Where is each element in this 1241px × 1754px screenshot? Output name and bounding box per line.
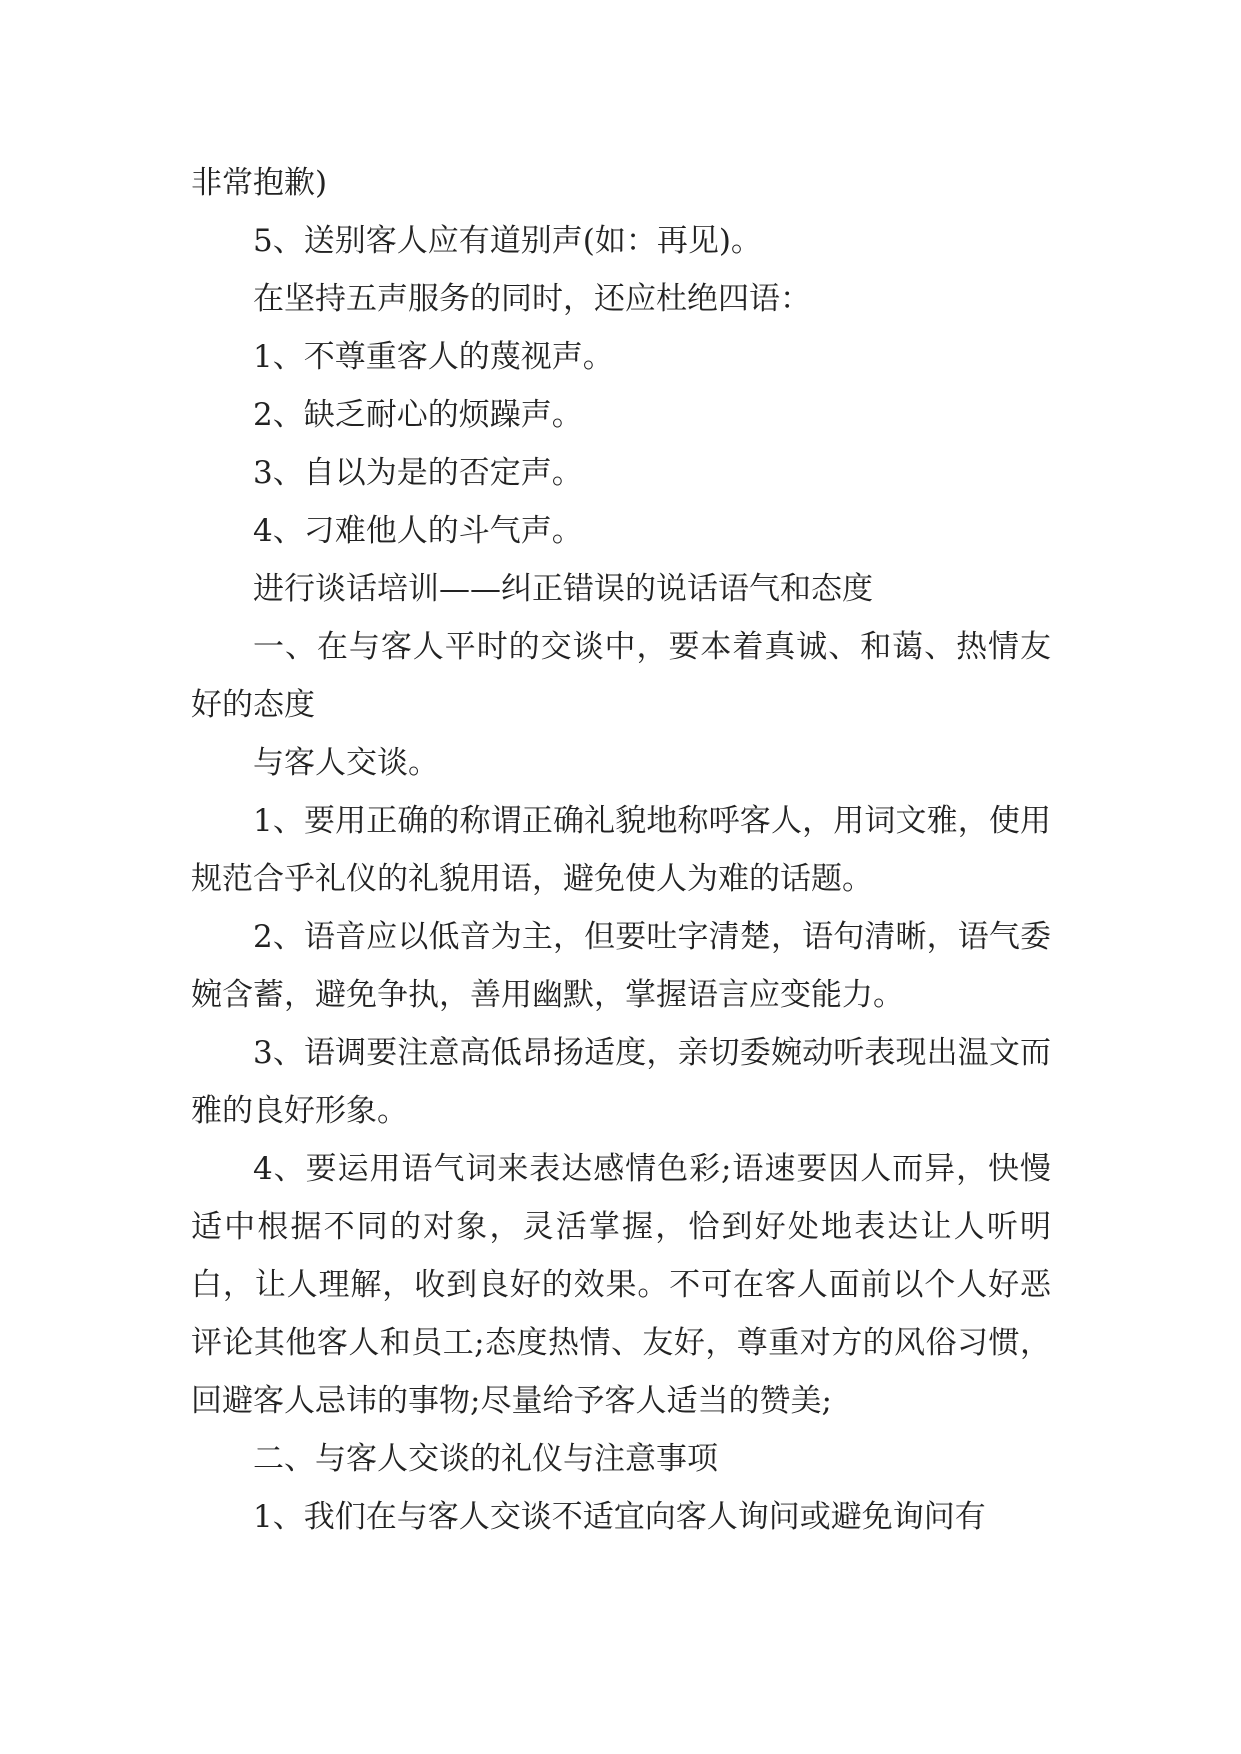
paragraph-point-3-intonation: 3、语调要注意高低昂扬适度，亲切委婉动听表现出温文而雅的良好形象。	[191, 1035, 1051, 1129]
paragraph-talk-with-guests: 与客人交谈。	[253, 745, 439, 781]
section-heading-one: 一、在与客人平时的交谈中，要本着真诚、和蔼、热情友好的态度	[191, 629, 1051, 723]
paragraph-impatience: 2、缺乏耐心的烦躁声。	[253, 397, 583, 433]
paragraph-point-4-modal-words: 4、要运用语气词来表达感情色彩;语速要因人而异，快慢适中根据不同的对象，灵活掌握，恰到好处地表达让人听明白，让人理解，收到良好的效果。不可在客人面前以个人好恶评论其他客人和员工;态度热情、友好，尊重对方的风俗习惯，回避客人忌讳的事物;尽量给予客人适当的赞美;	[191, 1151, 1051, 1419]
section-heading-conversation-training: 进行谈话培训——纠正错误的说话语气和态度	[253, 571, 873, 607]
paragraph-point-2-voice: 2、语音应以低音为主，但要吐字清楚，语句清晰，语气委婉含蓄，避免争执，善用幽默，掌握语言应变能力。	[191, 919, 1051, 1013]
paragraph-negation: 3、自以为是的否定声。	[253, 455, 583, 491]
paragraph-disrespect: 1、不尊重客人的蔑视声。	[253, 339, 614, 375]
paragraph-apology-end: 非常抱歉)	[191, 165, 328, 201]
paragraph-provocation: 4、刁难他人的斗气声。	[253, 513, 583, 549]
paragraph-etiquette-point-1: 1、我们在与客人交谈不适宜向客人询问或避免询问有	[253, 1499, 986, 1535]
paragraph-four-phrases-intro: 在坚持五声服务的同时，还应杜绝四语：	[253, 281, 811, 317]
paragraph-farewell-greeting: 5、送别客人应有道别声(如：再见)。	[253, 223, 762, 259]
section-heading-two: 二、与客人交谈的礼仪与注意事项	[253, 1441, 718, 1477]
document-body	[191, 154, 1051, 1546]
paragraph-point-1-address: 1、要用正确的称谓正确礼貌地称呼客人，用词文雅，使用规范合乎礼仪的礼貌用语，避免使人为难的话题。	[191, 803, 1051, 897]
